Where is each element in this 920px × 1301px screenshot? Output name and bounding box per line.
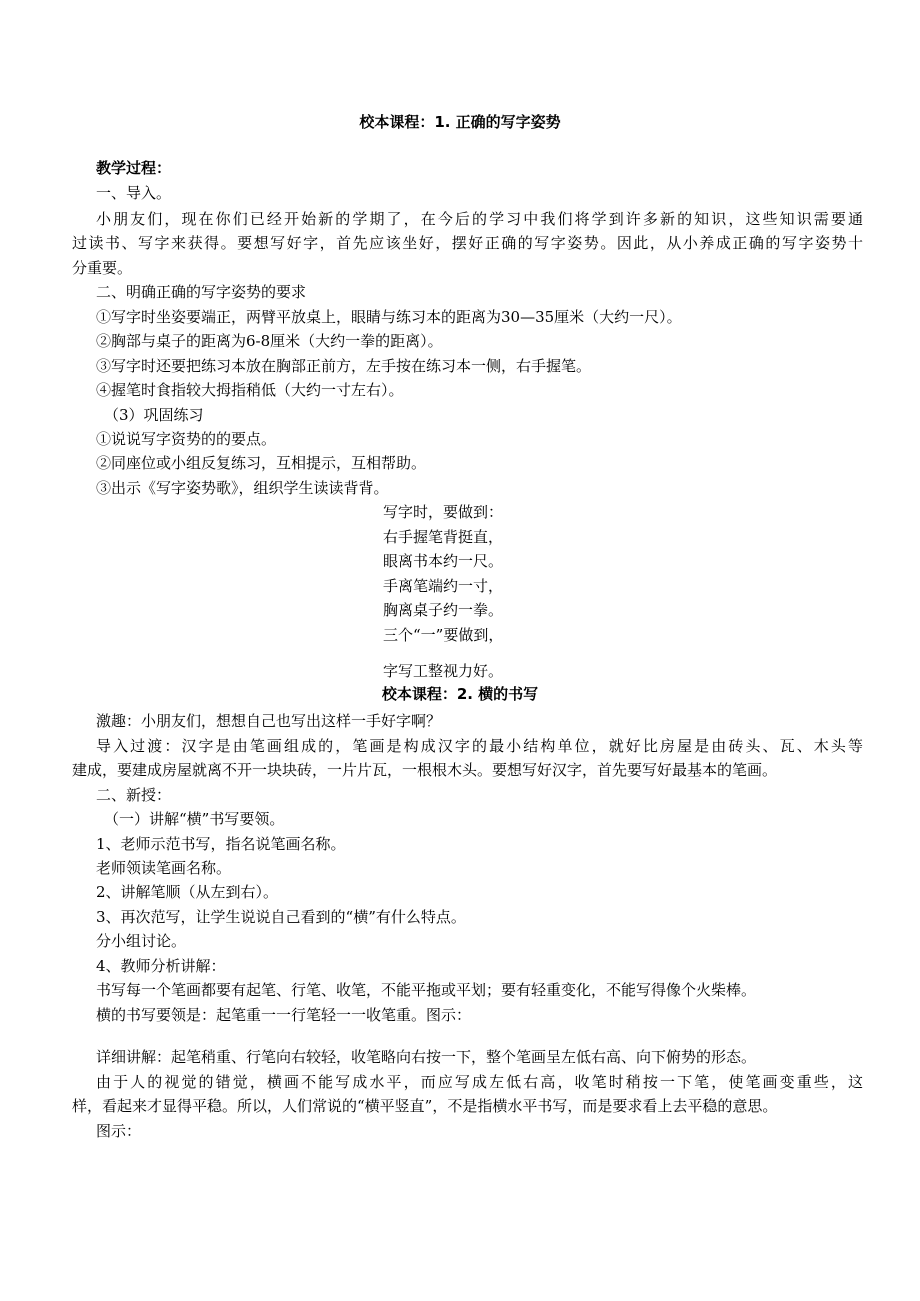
poem-line: 写字时，要做到： <box>383 503 504 521</box>
poem-line: 胸离桌子约一拳。 <box>383 601 504 619</box>
step-line: 横的书写要领是：起笔重一一行笔轻一一收笔重。图示： <box>96 1006 472 1024</box>
intro-line-1: 小朋友们，现在你们已经开始新的学期了，在今后的学习中我们将学到许多新的知识，这些知识需要通 <box>96 210 863 228</box>
practice-item: ②同座位或小组反复练习，互相提示，互相帮助。 <box>96 454 427 472</box>
section2-title: 校本课程：2. 横的书写 <box>381 685 539 703</box>
step-line: 1、老师示范书写，指名说笔画名称。 <box>96 835 346 853</box>
poem-line: 三个“一”要做到， <box>383 626 504 644</box>
practice-item: ③出示《写字姿势歌》，组织学生读读背背。 <box>96 479 389 497</box>
transition-line-2: 建成，要建成房屋就离不开一块块砖，一片片瓦，一根根木头。要想写好汉字，首先要写好最基本的笔画。 <box>72 761 778 779</box>
section1-title: 校本课程：1. 正确的写字姿势 <box>359 113 561 131</box>
poem-line: 手离笔端约一寸， <box>383 577 504 595</box>
figure-label: 图示： <box>96 1122 142 1140</box>
requirement-item: ②胸部与桌子的距离为6-8厘米（大约一拳的距离）。 <box>96 332 443 350</box>
new-lesson-heading: 二、新授： <box>96 786 172 804</box>
step-line: 分小组讨论。 <box>96 932 187 950</box>
poem-line: 眼离书本约一尺。 <box>383 552 504 570</box>
step-line: 书写每一个笔画都要有起笔、行笔、收笔，不能平拖或平划；要有轻重变化，不能写得像个火柴棒。 <box>96 981 757 999</box>
intro-line-2: 过读书、写字来获得。要想写好字，首先应该坐好，摆好正确的写字姿势。因此，从小养成正确的写字姿势十 <box>72 234 863 252</box>
step-line: 2、讲解笔顺（从左到右）。 <box>96 883 279 901</box>
practice-heading: （3）巩固练习 <box>104 406 204 424</box>
step-line: 3、再次范写，让学生说说自己看到的“横”有什么特点。 <box>96 908 466 926</box>
detail-line: 详细讲解：起笔稍重、行笔向右较轻，收笔略向右按一下，整个笔画呈左低右高、向下俯势的形态。 <box>96 1048 757 1066</box>
step-line: 4、教师分析讲解： <box>96 957 226 975</box>
motivate-line: 激趣：小朋友们，想想自己也写出这样一手好字啊？ <box>96 712 442 730</box>
poem-line: 右手握笔背挺直， <box>383 528 504 546</box>
requirement-item: ①写字时坐姿要端正，两臂平放桌上，眼睛与练习本的距离为30—35厘米（大约一尺）。 <box>96 308 682 326</box>
step-line: 老师领读笔画名称。 <box>96 859 232 877</box>
process-heading: 教学过程： <box>96 159 172 177</box>
explain-line-1: 由于人的视觉的错觉，横画不能写成水平，而应写成左低右高，收笔时稍按一下笔，使笔画变重些，这 <box>96 1073 863 1091</box>
requirement-item: ④握笔时食指较大拇指稍低（大约一寸左右）。 <box>96 381 404 399</box>
poem-line: 字写工整视力好。 <box>383 662 504 680</box>
requirement-item: ③写字时还要把练习本放在胸部正前方，左手按在练习本一侧，右手握笔。 <box>96 357 592 375</box>
intro-line-3: 分重要。 <box>72 259 133 277</box>
transition-line-1: 导入过渡：汉字是由笔画组成的，笔画是构成汉字的最小结构单位，就好比房屋是由砖头、瓦、木头等 <box>96 737 863 755</box>
sub-heading: （一）讲解“横”书写要领。 <box>104 810 285 828</box>
requirements-heading: 二、明确正确的写字姿势的要求 <box>96 283 307 301</box>
practice-item: ①说说写字资势的的要点。 <box>96 430 277 448</box>
intro-heading: 一、导入。 <box>96 184 172 202</box>
explain-line-2: 样，看起来才显得平稳。所以，人们常说的“横平竖直”，不是指横水平书写，而是要求看上去平稳的意思。 <box>72 1097 778 1115</box>
